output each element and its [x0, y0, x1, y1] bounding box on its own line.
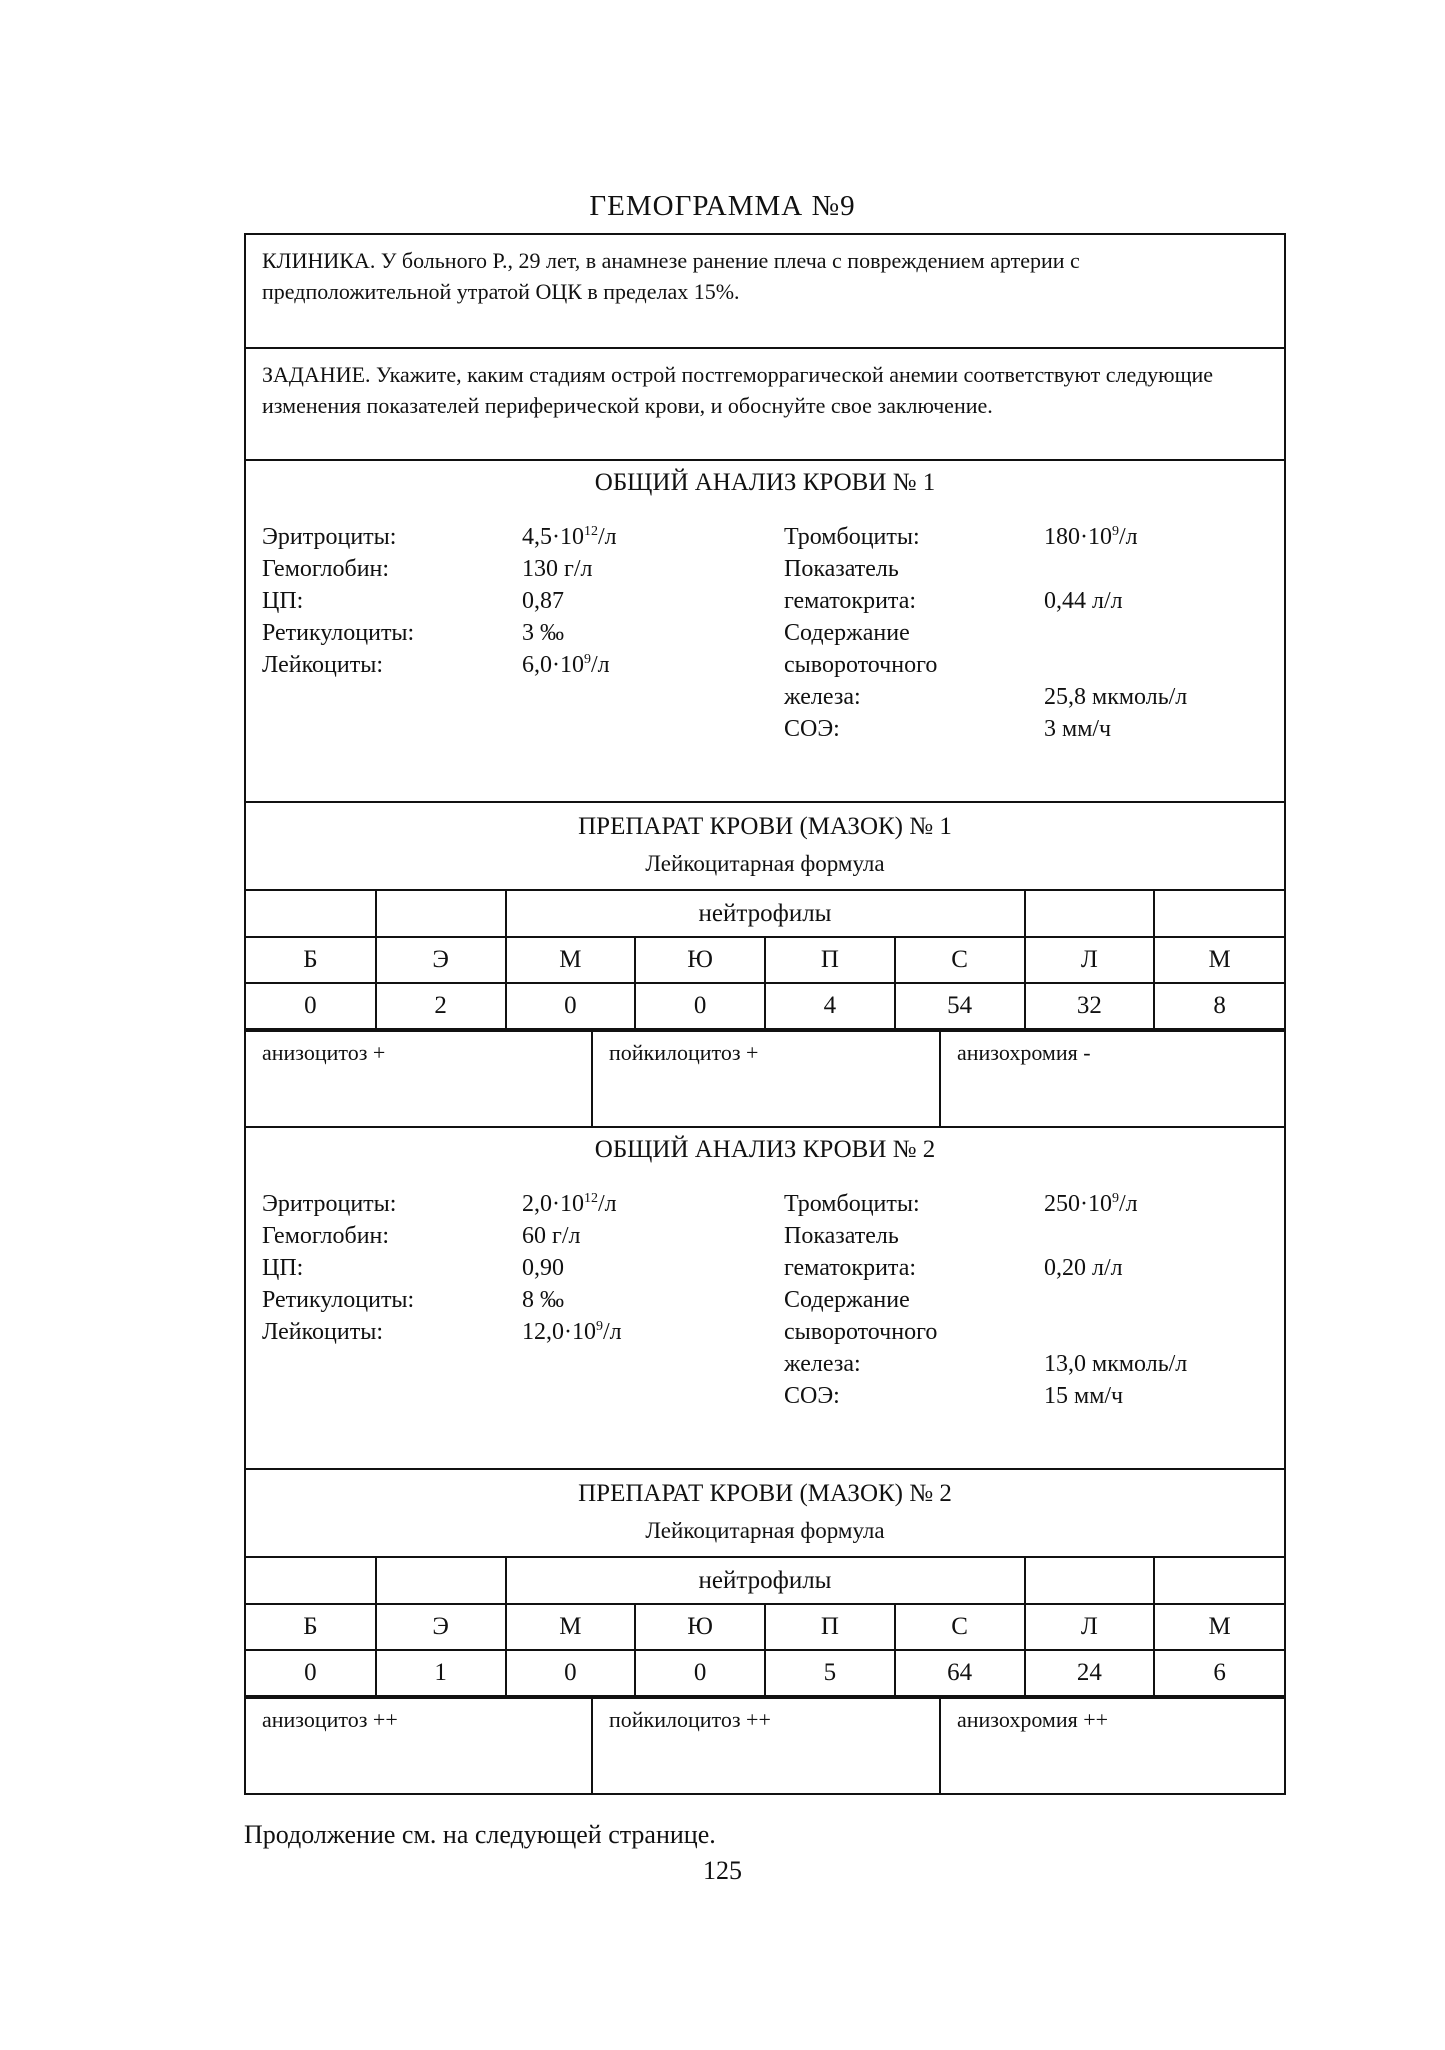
esr-value: 15 мм/ч — [1044, 1383, 1124, 1409]
value-cell: 54 — [895, 983, 1025, 1029]
hb-label: Гемоглобин: — [262, 556, 390, 582]
rbc-value: $4,5\cdot 10^{12}/л$ — [522, 524, 617, 550]
fe-value: 25,8 мкмоль/л — [1044, 684, 1188, 710]
value-cell: 0 — [635, 1650, 765, 1696]
wbc-value: $6,0\cdot 10^9/л$ — [522, 652, 610, 678]
rbc-label: Эритроциты: — [262, 1191, 397, 1217]
wbc-label: Лейкоциты: — [262, 1319, 384, 1345]
fe-value: 13,0 мкмоль/л — [1044, 1351, 1188, 1377]
header-cell: П — [765, 937, 895, 983]
header-cell: С — [895, 1604, 1025, 1650]
anisochromia-1: анизохромия - — [939, 1032, 1284, 1126]
value-cell: 8 — [1154, 983, 1284, 1029]
blood-analysis-2 — [246, 1128, 1284, 1470]
plt-value: $180\cdot 10^9/л$ — [1044, 524, 1138, 550]
hct-value: 0,44 л/л — [1044, 588, 1123, 614]
fe-label-1: Содержание — [784, 620, 910, 646]
fe-label-2: сывороточного — [784, 1319, 938, 1345]
value-cell: 2 — [376, 983, 506, 1029]
esr-value: 3 мм/ч — [1044, 716, 1112, 742]
header-cell: Б — [246, 1604, 376, 1650]
value-cell: 0 — [246, 983, 376, 1029]
ret-label: Ретикулоциты: — [262, 1287, 415, 1313]
plt-value: $250\cdot 10^9/л$ — [1044, 1191, 1138, 1217]
anisocytosis-1: анизоцитоз + — [262, 1040, 386, 1065]
fe-label-3: железа: — [784, 1351, 861, 1377]
header-cell: М — [506, 937, 636, 983]
rbc-value: $2,0\cdot 10^{12}/л$ — [522, 1191, 617, 1217]
hct-label-1: Показатель — [784, 556, 899, 582]
fe-label-2: сывороточного — [784, 652, 938, 678]
blood-smear-1 — [246, 803, 1284, 1128]
analysis-1-title: ОБЩИЙ АНАЛИЗ КРОВИ № 1 — [594, 469, 936, 496]
poikilocytosis-1: пойкилоцитоз + — [591, 1032, 939, 1126]
blood-analysis-1 — [246, 461, 1284, 803]
fe-label-1: Содержание — [784, 1287, 910, 1313]
ci-value: 0,87 — [522, 588, 564, 614]
smear-2-subtitle: Лейкоцитарная формула — [246, 1518, 1284, 1558]
header-cell: Л — [1025, 937, 1155, 983]
plt-label: Тромбоциты: — [784, 524, 920, 550]
value-cell: 0 — [246, 1650, 376, 1696]
hb-label: Гемоглобин: — [262, 1223, 390, 1249]
table-row — [246, 1650, 1284, 1696]
clinic-text: КЛИНИКА. У больного Р., 29 лет, в анамнезе ранение плеча с повреждением артерии с предположительной утратой ОЦК в пределах 15%. — [246, 235, 1284, 349]
value-cell: 0 — [506, 1650, 636, 1696]
ci-value: 0,90 — [522, 1255, 564, 1281]
header-cell: Ю — [635, 1604, 765, 1650]
page-number: 125 — [703, 1856, 742, 1885]
fe-label-3: железа: — [784, 684, 861, 710]
continuation-note: Продолжение см. на следующей странице. — [244, 1820, 716, 1849]
smear-1-subtitle: Лейкоцитарная формула — [246, 851, 1284, 891]
task-text: ЗАДАНИЕ. Укажите, каким стадиям острой постгеморрагической анемии соответствуют следующие изменения показателей периферической крови, и обоснуйте свое заключение. — [246, 349, 1284, 461]
hct-label-2: гематокрита: — [784, 1255, 917, 1281]
header-cell: Э — [376, 937, 506, 983]
anisochromia-2: анизохромия ++ — [939, 1699, 1284, 1793]
hb-value: 60 г/л — [522, 1223, 581, 1249]
value-cell: 32 — [1025, 983, 1155, 1029]
value-cell: 4 — [765, 983, 895, 1029]
header-cell: Э — [376, 1604, 506, 1650]
value-cell: 0 — [635, 983, 765, 1029]
ret-label: Ретикулоциты: — [262, 620, 415, 646]
ret-value: 3 ‰ — [522, 620, 564, 646]
header-cell: Ю — [635, 937, 765, 983]
leukocyte-formula-table-2 — [246, 1558, 1284, 1697]
page-title: ГЕМОГРАММА №9 — [589, 190, 856, 222]
neutrophils-group-label: нейтрофилы — [506, 1558, 1025, 1604]
blood-smear-2 — [246, 1470, 1284, 1793]
ci-label: ЦП: — [262, 588, 304, 614]
header-cell: Б — [246, 937, 376, 983]
ci-label: ЦП: — [262, 1255, 304, 1281]
value-cell: 1 — [376, 1650, 506, 1696]
header-cell: М — [1154, 1604, 1284, 1650]
ret-value: 8 ‰ — [522, 1287, 564, 1313]
header-cell: Л — [1025, 1604, 1155, 1650]
esr-label: СОЭ: — [784, 1383, 840, 1409]
plt-label: Тромбоциты: — [784, 1191, 920, 1217]
header-cell: С — [895, 937, 1025, 983]
hct-label-1: Показатель — [784, 1223, 899, 1249]
anisocytosis-2: анизоцитоз ++ — [262, 1707, 398, 1732]
hb-value: 130 г/л — [522, 556, 593, 582]
smear-1-title: ПРЕПАРАТ КРОВИ (МАЗОК) № 1 — [578, 813, 952, 840]
hct-value: 0,20 л/л — [1044, 1255, 1123, 1281]
header-cell: М — [506, 1604, 636, 1650]
value-cell: 6 — [1154, 1650, 1284, 1696]
value-cell: 0 — [506, 983, 636, 1029]
table-row — [246, 983, 1284, 1029]
value-cell: 24 — [1025, 1650, 1155, 1696]
value-cell: 5 — [765, 1650, 895, 1696]
table-header-row — [246, 1604, 1284, 1650]
poikilocytosis-2: пойкилоцитоз ++ — [591, 1699, 939, 1793]
smear-2-title: ПРЕПАРАТ КРОВИ (МАЗОК) № 2 — [578, 1480, 952, 1507]
rbc-label: Эритроциты: — [262, 524, 397, 550]
header-cell: М — [1154, 937, 1284, 983]
table-header-row — [246, 937, 1284, 983]
wbc-label: Лейкоциты: — [262, 652, 384, 678]
neutrophils-group-label: нейтрофилы — [506, 891, 1025, 937]
wbc-value: $12,0\cdot 10^9/л$ — [522, 1319, 622, 1345]
hct-label-2: гематокрита: — [784, 588, 917, 614]
esr-label: СОЭ: — [784, 716, 840, 742]
hemogram-sheet — [244, 233, 1286, 1795]
value-cell: 64 — [895, 1650, 1025, 1696]
header-cell: П — [765, 1604, 895, 1650]
analysis-2-title: ОБЩИЙ АНАЛИЗ КРОВИ № 2 — [594, 1136, 936, 1163]
leukocyte-formula-table-1 — [246, 891, 1284, 1030]
